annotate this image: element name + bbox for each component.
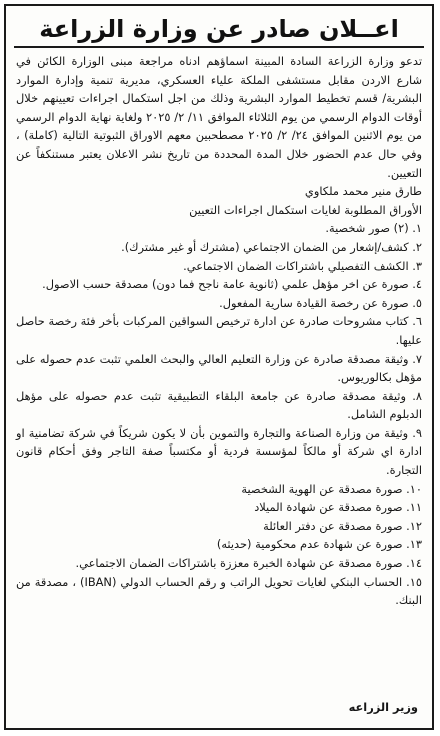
required-documents-list — [16, 219, 422, 609]
announcement-title: اعــلان صادر عن وزارة الزراعة — [39, 15, 399, 43]
list-item: ١٥. الحساب البنكي لغايات تحويل الراتب و رقم الحساب الدولي (IBAN) ، مصدقة من البنك. — [16, 574, 423, 608]
list-item: ١. (٢) صور شخصية. — [325, 221, 422, 236]
list-item: ٧. وثيقة مصدقة صادرة عن وزارة التعليم العالي والبحث العلمي تثبت عدم حصوله على مؤهل بكالوريوس. — [16, 351, 422, 385]
list-item: ١١. صورة مصدقة عن شهادة الميلاد — [254, 500, 422, 515]
list-item: ١٢. صورة مصدقة عن دفتر العائلة — [263, 518, 422, 533]
candidate-name: طارق منير محمد ملكاوي — [304, 184, 422, 199]
list-item: ٢. كشف/إشعار من الضمان الاجتماعي (مشترك أو غير مشترك). — [121, 239, 422, 254]
documents-heading: الأوراق المطلوبة لغايات استكمال اجراءات التعيين — [189, 202, 422, 217]
list-item: ٣. الكشف التفصيلي باشتراكات الضمان الاجتماعي. — [183, 258, 422, 273]
minister-signature: وزير الزراعه — [348, 700, 418, 714]
list-item: ٤. صورة عن اخر مؤهل علمي (ثانوية عامة ناجح فما دون) مصدقة حسب الاصول. — [42, 277, 422, 292]
list-item: ١٣. صورة عن شهادة عدم محكومية (حديثه) — [216, 537, 422, 552]
list-item: ٨. وثيقة مصدقة صادرة عن جامعة البلقاء التطبيقية تثبت عدم حصوله على مؤهل الدبلوم الشامل. — [16, 388, 422, 422]
intro-paragraph: تدعو وزارة الزراعة السادة المبينة اسماؤهم ادناه مراجعة مبنى الوزارة الكائن في شارع الاردن مقابل مستشفى الملكة علياء العسكري، مديرية تنمية وإدارة الموارد البشرية/ قسم تخطيط الموارد البشرية وذلك من اجل استكمال اجراءات تعيينهم خلال أوقات الدوام الرسمي من يوم الثلاثاء الموافق ١١/ ٢/ ٢٠٢٥ ولغاية نهاية الدوام الرسمي من يوم الاثنين الموافق ٢٤/ ٢/ ٢٠٢٥ مصطحبين معهم الاوراق الثبوتية التالية (كاملة) ، وفي حال عدم الحضور خلال المدة المحددة من تاريخ نشر الاعلان يعتبر مستنكفاً عن التعيين. — [16, 54, 423, 180]
list-item: ١٤. صورة مصدقة عن شهادة الخبرة معززة باشتراكات الضمان الاجتماعي. — [75, 556, 422, 571]
list-item: ١٠. صورة مصدقة عن الهوية الشخصية — [241, 481, 422, 496]
title-divider — [14, 46, 424, 48]
list-item: ٦. كتاب مشروحات صادرة عن ادارة ترخيص السواقين المركبات بأخر فئة رخصة حاصل عليها. — [16, 314, 422, 347]
list-item: ٩. وثيقة من وزارة الصناعة والتجارة والتموين بأن لا يكون شريكاً في شركة تضامنية او ادارة اي شركة أو مالكاً لمؤسسة فردية أو مكتسباً صفة التاجر وفق أحكام قانون التجارة. — [16, 425, 422, 478]
list-item: ٥. صورة عن رخصة القيادة سارية المفعول. — [219, 295, 422, 310]
announcement-frame — [4, 4, 434, 730]
announcement-body — [16, 52, 422, 720]
